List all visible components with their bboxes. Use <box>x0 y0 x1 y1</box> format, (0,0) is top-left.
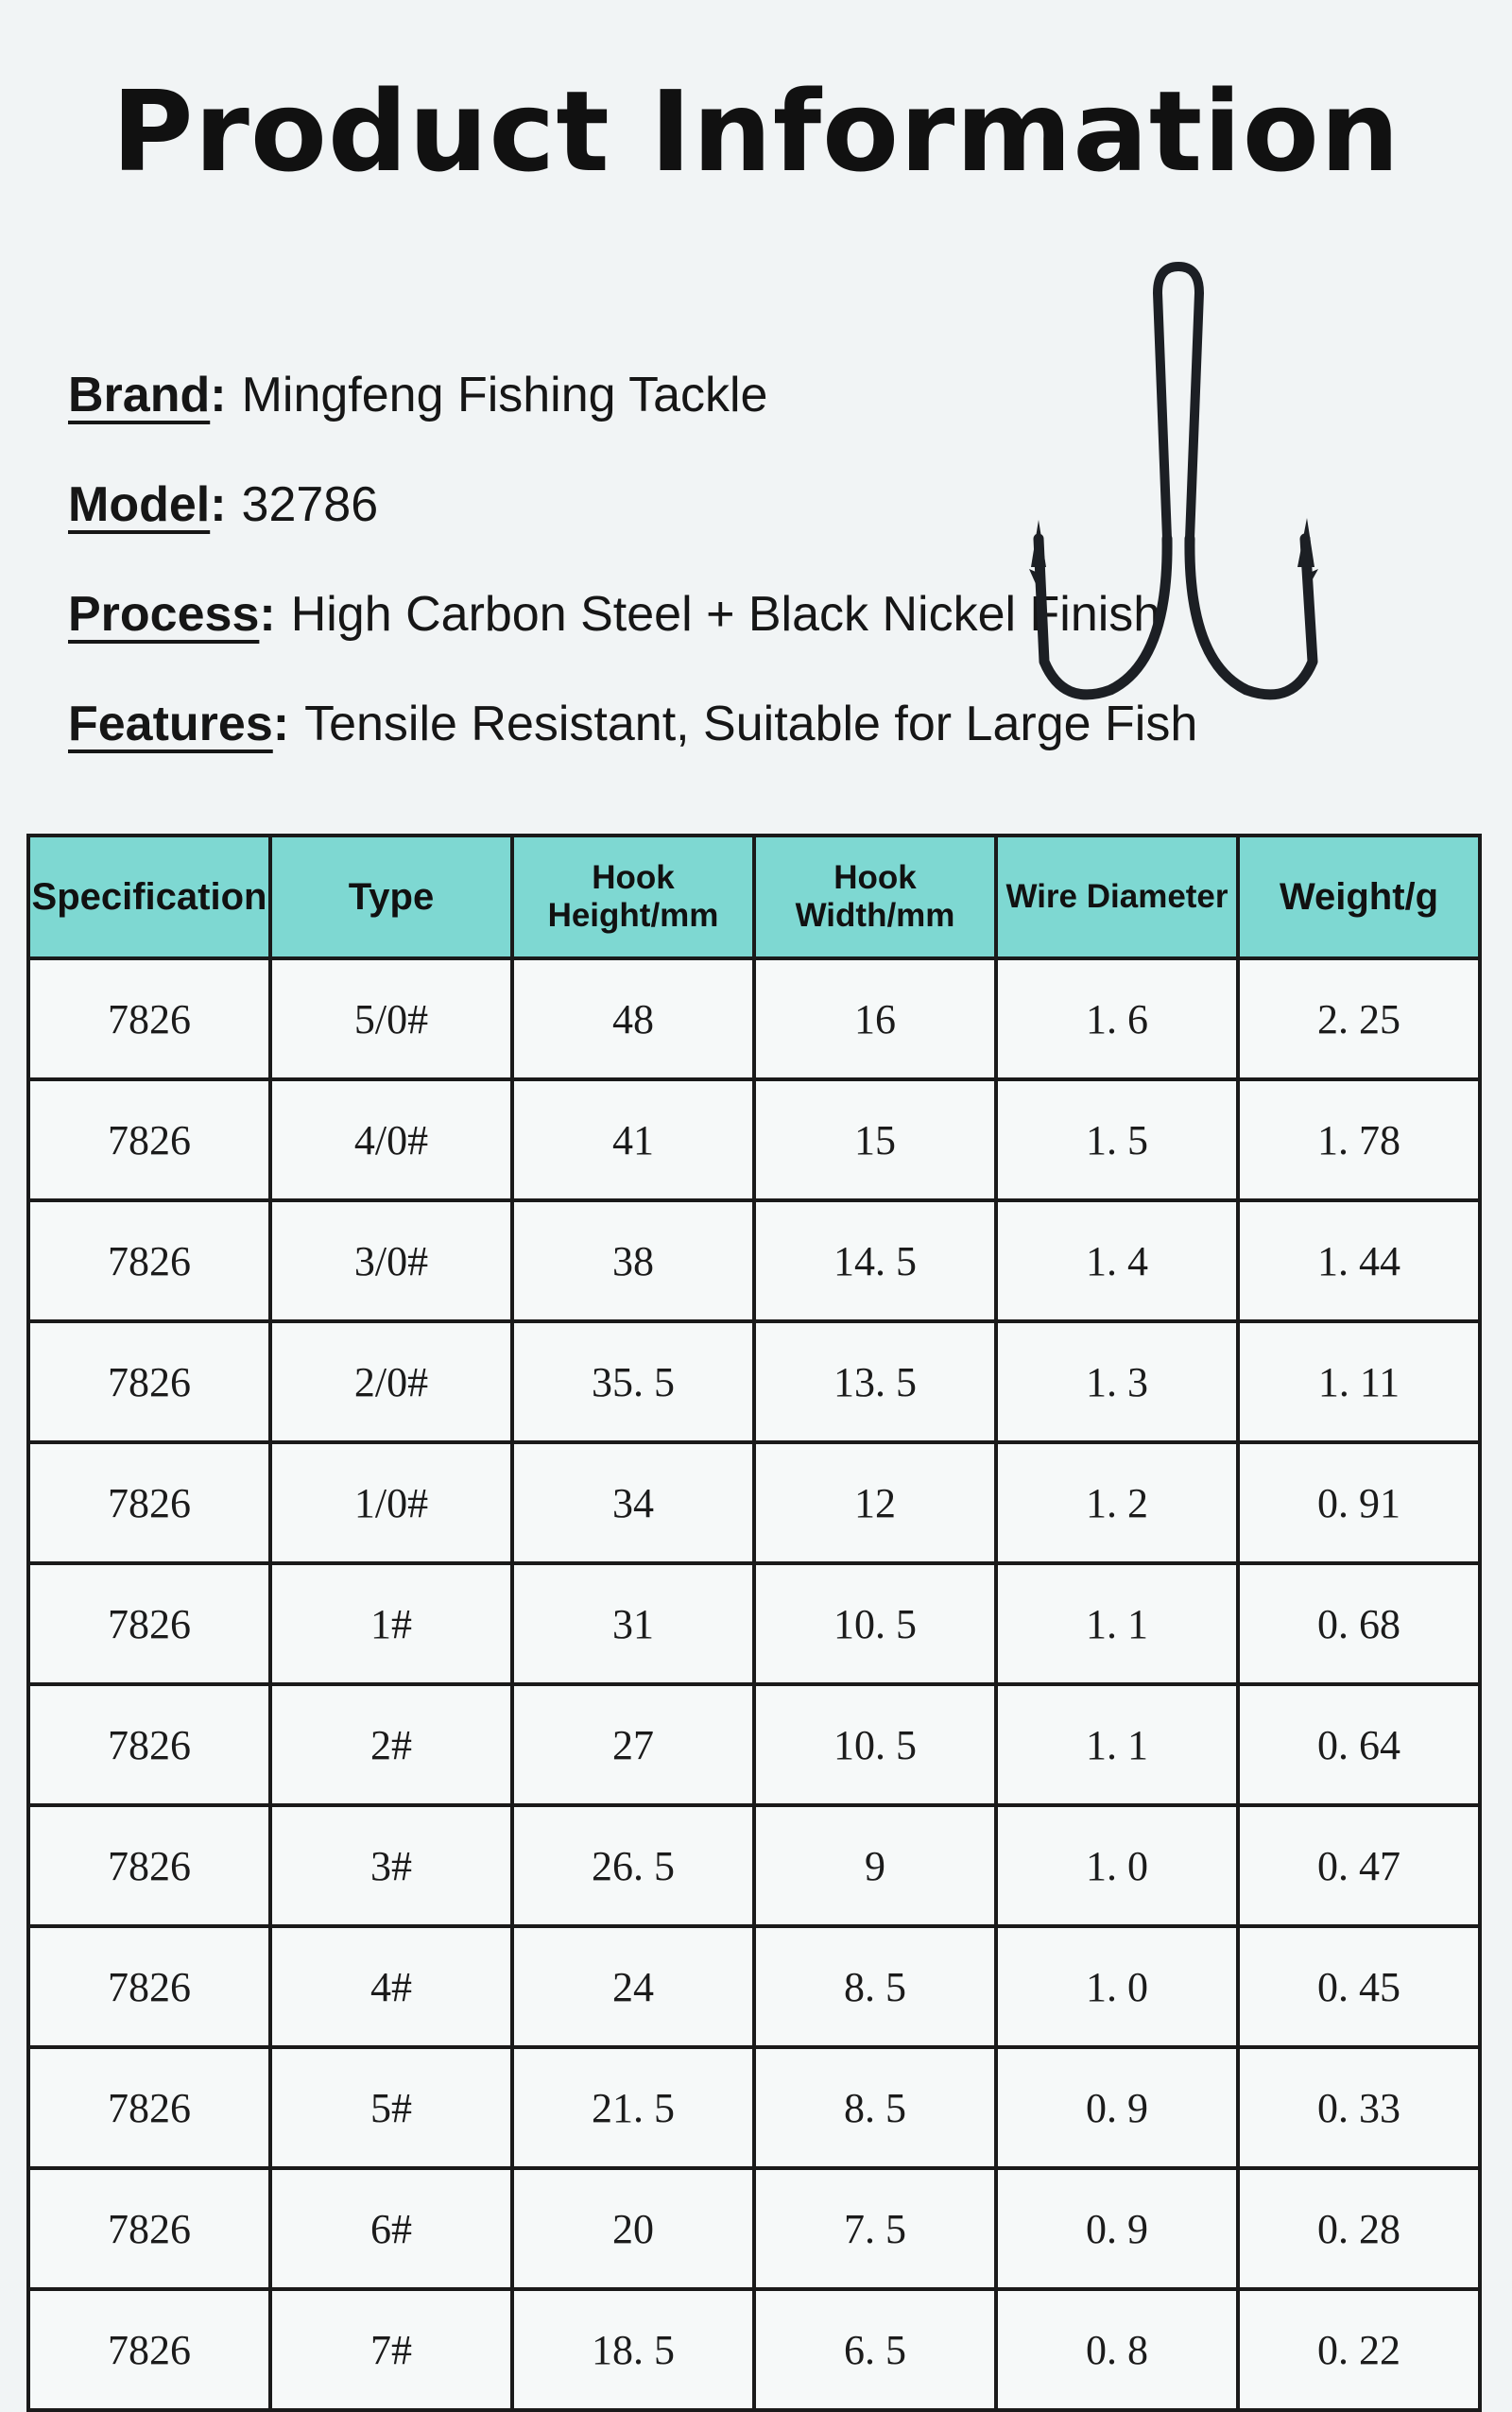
cell-specification: 7826 <box>28 1563 270 1684</box>
table-row <box>28 2289 1480 2410</box>
table-row <box>28 958 1480 1079</box>
cell-hook-height: 41 <box>512 1079 754 1200</box>
spec-table <box>26 834 1482 2412</box>
table-row <box>28 2047 1480 2168</box>
cell-type: 1# <box>270 1563 512 1684</box>
cell-specification: 7826 <box>28 1926 270 2047</box>
cell-weight: 0. 64 <box>1238 1684 1480 1805</box>
info-features-label: Features <box>68 697 273 751</box>
header-specification: Specification <box>28 836 270 958</box>
cell-weight: 0. 45 <box>1238 1926 1480 2047</box>
cell-type: 3# <box>270 1805 512 1926</box>
cell-hook-height: 31 <box>512 1563 754 1684</box>
header-weight: Weight/g <box>1238 836 1480 958</box>
cell-type: 6# <box>270 2168 512 2289</box>
cell-type: 3/0# <box>270 1200 512 1321</box>
cell-weight: 0. 47 <box>1238 1805 1480 1926</box>
cell-hook-height: 48 <box>512 958 754 1079</box>
cell-wire-diameter: 1. 1 <box>996 1684 1238 1805</box>
cell-wire-diameter: 1. 6 <box>996 958 1238 1079</box>
table-row <box>28 1684 1480 1805</box>
spec-table-body <box>28 958 1480 2410</box>
cell-hook-height: 27 <box>512 1684 754 1805</box>
cell-weight: 0. 28 <box>1238 2168 1480 2289</box>
cell-wire-diameter: 1. 1 <box>996 1563 1238 1684</box>
info-model-value: 32786 <box>241 477 379 532</box>
cell-specification: 7826 <box>28 1684 270 1805</box>
info-features-value: Tensile Resistant, Suitable for Large Fish <box>304 697 1198 751</box>
header-hook-height: Hook Height/mm <box>512 836 754 958</box>
cell-wire-diameter: 1. 5 <box>996 1079 1238 1200</box>
table-row <box>28 1926 1480 2047</box>
table-row <box>28 1563 1480 1684</box>
cell-weight: 1. 44 <box>1238 1200 1480 1321</box>
cell-wire-diameter: 0. 9 <box>996 2047 1238 2168</box>
cell-weight: 0. 68 <box>1238 1563 1480 1684</box>
table-row <box>28 1079 1480 1200</box>
cell-type: 5# <box>270 2047 512 2168</box>
cell-wire-diameter: 1. 2 <box>996 1442 1238 1563</box>
cell-hook-height: 21. 5 <box>512 2047 754 2168</box>
info-process-label: Process <box>68 587 260 642</box>
cell-specification: 7826 <box>28 2289 270 2410</box>
table-header-row <box>28 836 1480 958</box>
info-process-value: High Carbon Steel + Black Nickel Finish <box>290 587 1161 642</box>
cell-specification: 7826 <box>28 2047 270 2168</box>
cell-weight: 1. 11 <box>1238 1321 1480 1442</box>
cell-hook-width: 13. 5 <box>754 1321 996 1442</box>
cell-specification: 7826 <box>28 2168 270 2289</box>
cell-hook-width: 8. 5 <box>754 2047 996 2168</box>
cell-hook-width: 15 <box>754 1079 996 1200</box>
cell-hook-width: 6. 5 <box>754 2289 996 2410</box>
header-wire-diameter: Wire Diameter <box>996 836 1238 958</box>
info-colon: : <box>259 587 276 642</box>
info-brand-label: Brand <box>68 368 211 422</box>
cell-type: 2/0# <box>270 1321 512 1442</box>
cell-weight: 0. 33 <box>1238 2047 1480 2168</box>
cell-type: 2# <box>270 1684 512 1805</box>
table-row <box>28 1805 1480 1926</box>
cell-specification: 7826 <box>28 1079 270 1200</box>
info-model-label: Model <box>68 477 211 532</box>
cell-hook-width: 16 <box>754 958 996 1079</box>
cell-hook-width: 10. 5 <box>754 1684 996 1805</box>
cell-type: 7# <box>270 2289 512 2410</box>
cell-specification: 7826 <box>28 1805 270 1926</box>
cell-hook-height: 18. 5 <box>512 2289 754 2410</box>
cell-hook-height: 26. 5 <box>512 1805 754 1926</box>
cell-wire-diameter: 0. 8 <box>996 2289 1238 2410</box>
cell-type: 4/0# <box>270 1079 512 1200</box>
cell-wire-diameter: 1. 0 <box>996 1926 1238 2047</box>
cell-hook-width: 7. 5 <box>754 2168 996 2289</box>
cell-wire-diameter: 0. 9 <box>996 2168 1238 2289</box>
cell-hook-width: 8. 5 <box>754 1926 996 2047</box>
cell-hook-height: 35. 5 <box>512 1321 754 1442</box>
info-brand-value: Mingfeng Fishing Tackle <box>241 368 768 422</box>
info-colon: : <box>210 368 227 422</box>
cell-wire-diameter: 1. 4 <box>996 1200 1238 1321</box>
cell-wire-diameter: 1. 0 <box>996 1805 1238 1926</box>
cell-weight: 0. 91 <box>1238 1442 1480 1563</box>
header-hook-width: Hook Width/mm <box>754 836 996 958</box>
cell-hook-width: 14. 5 <box>754 1200 996 1321</box>
cell-hook-height: 24 <box>512 1926 754 2047</box>
cell-type: 5/0# <box>270 958 512 1079</box>
page-title: Product Information <box>112 66 1400 197</box>
cell-specification: 7826 <box>28 958 270 1079</box>
table-row <box>28 1442 1480 1563</box>
cell-specification: 7826 <box>28 1200 270 1321</box>
cell-hook-width: 9 <box>754 1805 996 1926</box>
cell-type: 4# <box>270 1926 512 2047</box>
info-colon: : <box>272 697 290 751</box>
table-row <box>28 1200 1480 1321</box>
table-row <box>28 1321 1480 1442</box>
cell-type: 1/0# <box>270 1442 512 1563</box>
cell-specification: 7826 <box>28 1321 270 1442</box>
double-hook-image <box>1025 255 1337 718</box>
cell-specification: 7826 <box>28 1442 270 1563</box>
cell-hook-width: 10. 5 <box>754 1563 996 1684</box>
cell-hook-height: 20 <box>512 2168 754 2289</box>
info-colon: : <box>210 477 227 532</box>
cell-hook-height: 38 <box>512 1200 754 1321</box>
cell-weight: 1. 78 <box>1238 1079 1480 1200</box>
cell-hook-width: 12 <box>754 1442 996 1563</box>
header-type: Type <box>270 836 512 958</box>
cell-weight: 2. 25 <box>1238 958 1480 1079</box>
cell-weight: 0. 22 <box>1238 2289 1480 2410</box>
table-row <box>28 2168 1480 2289</box>
cell-wire-diameter: 1. 3 <box>996 1321 1238 1442</box>
cell-hook-height: 34 <box>512 1442 754 1563</box>
